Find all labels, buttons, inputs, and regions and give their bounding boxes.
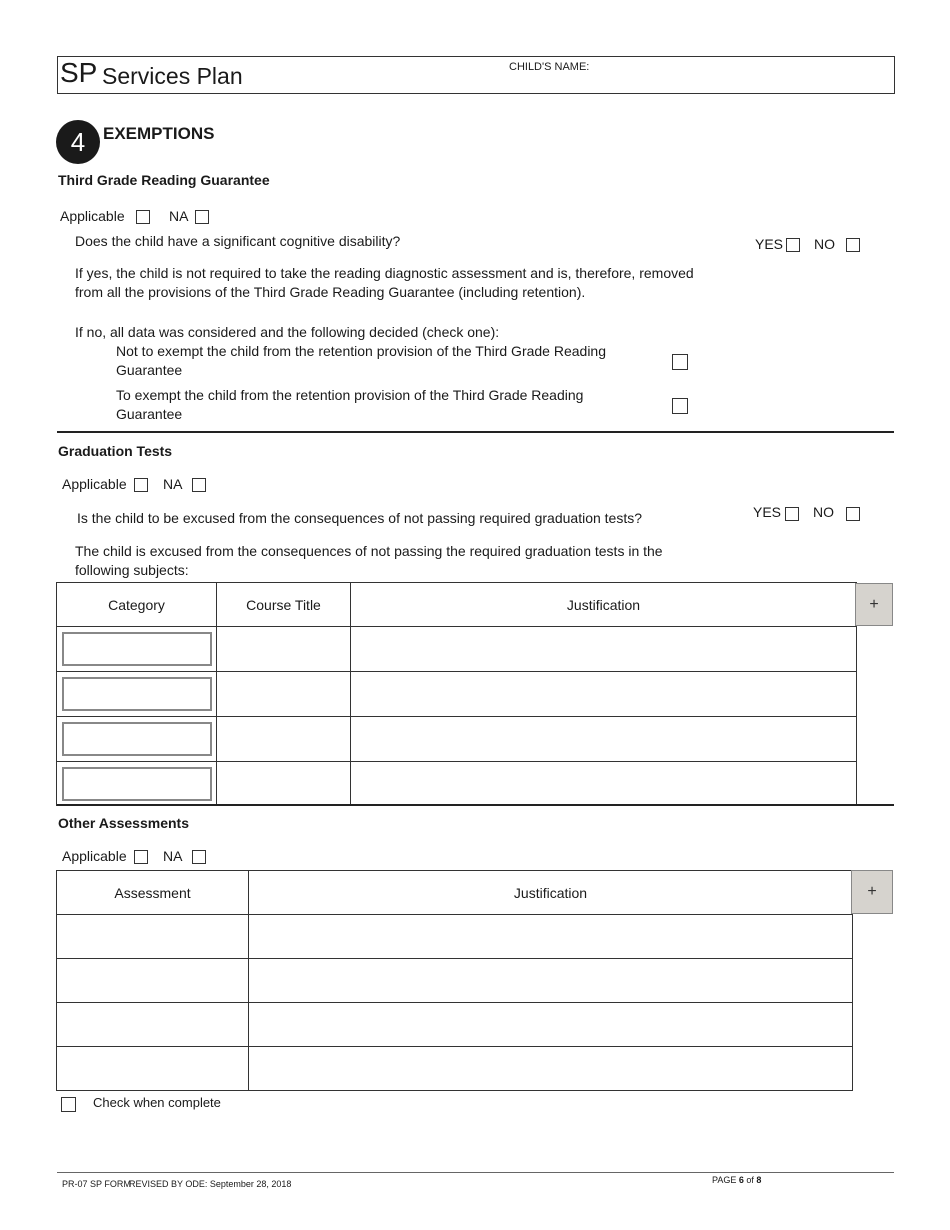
table-row	[57, 1003, 853, 1047]
graduation-applicable-label: Applicable	[62, 476, 127, 492]
footer-rule	[57, 1172, 894, 1173]
graduation-heading: Graduation Tests	[58, 443, 173, 459]
assessment-cell[interactable]	[57, 915, 249, 959]
graduation-na-label: NA	[163, 476, 183, 492]
form-title: Services Plan	[102, 63, 243, 89]
third-grade-if-yes-line1: If yes, the child is not required to take the reading diagnostic assessment and is, therefore, removed	[75, 265, 694, 281]
option-not-exempt-line1: Not to exempt the child from the retention provision of the Third Grade Reading	[116, 343, 607, 359]
justification-cell[interactable]	[351, 672, 857, 717]
other-na-label: NA	[163, 848, 183, 864]
graduation-excused-line2: following subjects:	[75, 562, 189, 578]
table-row	[57, 717, 857, 762]
third-grade-applicable-checkbox[interactable]	[136, 210, 150, 224]
third-grade-no-label: NO	[814, 236, 835, 252]
third-grade-na-checkbox[interactable]	[195, 210, 209, 224]
category-select[interactable]	[62, 632, 212, 666]
course-title-cell[interactable]	[217, 762, 351, 806]
graduation-no-label: NO	[813, 504, 834, 520]
assessment-cell[interactable]	[57, 1003, 249, 1047]
graduation-yes-checkbox[interactable]	[785, 507, 799, 521]
other-add-row-button[interactable]: +	[851, 870, 893, 914]
justification-cell[interactable]	[351, 627, 857, 672]
graduation-table-header	[57, 583, 857, 627]
table-row	[57, 627, 857, 672]
option-exempt-line2: Guarantee	[116, 406, 183, 422]
justification-cell[interactable]	[249, 959, 853, 1003]
footer-form-id: PR-07 SP FORM	[62, 1179, 131, 1189]
section-title: EXEMPTIONS	[103, 124, 215, 143]
category-select[interactable]	[62, 677, 212, 711]
justification-cell[interactable]	[249, 1047, 853, 1091]
other-assessments-table	[56, 870, 853, 1091]
table-row	[57, 762, 857, 806]
third-grade-na-label: NA	[169, 208, 189, 224]
section-divider	[57, 431, 894, 433]
form-code: SP	[60, 57, 98, 88]
course-title-cell[interactable]	[217, 627, 351, 672]
other-applicable-checkbox[interactable]	[134, 850, 148, 864]
option-not-exempt-line2: Guarantee	[116, 362, 183, 378]
option-exempt-checkbox[interactable]	[672, 398, 688, 414]
assessment-cell[interactable]	[57, 1047, 249, 1091]
third-grade-question: Does the child have a significant cognitive disability?	[75, 233, 401, 249]
column-header-justification: Justification	[249, 871, 853, 915]
complete-label: Check when complete	[93, 1095, 221, 1110]
option-not-exempt-checkbox[interactable]	[672, 354, 688, 370]
table-row	[57, 959, 853, 1003]
table-row	[57, 1047, 853, 1091]
graduation-applicable-checkbox[interactable]	[134, 478, 148, 492]
other-na-checkbox[interactable]	[192, 850, 206, 864]
category-select[interactable]	[62, 722, 212, 756]
graduation-question: Is the child to be excused from the consequences of not passing required graduation tests?	[77, 510, 643, 526]
justification-cell[interactable]	[351, 717, 857, 762]
header-box	[57, 56, 895, 94]
third-grade-no-checkbox[interactable]	[846, 238, 860, 252]
column-header-justification: Justification	[351, 583, 857, 627]
other-applicable-label: Applicable	[62, 848, 127, 864]
course-title-cell[interactable]	[217, 717, 351, 762]
section-divider	[57, 804, 894, 806]
graduation-no-checkbox[interactable]	[846, 507, 860, 521]
graduation-yes-label: YES	[753, 504, 782, 520]
child-name-label: CHILD'S NAME:	[509, 61, 590, 73]
justification-cell[interactable]	[249, 915, 853, 959]
child-name-field[interactable]	[598, 59, 888, 91]
third-grade-yes-label: YES	[755, 236, 784, 252]
justification-cell[interactable]	[249, 1003, 853, 1047]
third-grade-yes-checkbox[interactable]	[786, 238, 800, 252]
page-number: PAGE 6 of 8	[712, 1175, 762, 1185]
option-exempt-line1: To exempt the child from the retention provision of the Third Grade Reading	[116, 387, 584, 403]
complete-checkbox[interactable]	[61, 1097, 76, 1112]
table-row	[57, 915, 853, 959]
section-number-badge: 4	[56, 120, 100, 164]
graduation-excused-line1: The child is excused from the consequences of not passing the required graduation tests in the	[75, 543, 663, 559]
third-grade-if-no: If no, all data was considered and the following decided (check one):	[75, 324, 500, 340]
footer-revised: REVISED BY ODE: September 28, 2018	[129, 1179, 292, 1189]
third-grade-applicable-label: Applicable	[60, 208, 125, 224]
other-heading: Other Assessments	[58, 815, 189, 831]
other-table-header	[57, 871, 853, 915]
course-title-cell[interactable]	[217, 672, 351, 717]
third-grade-heading: Third Grade Reading Guarantee	[58, 172, 270, 188]
column-header-category: Category	[57, 583, 217, 627]
assessment-cell[interactable]	[57, 959, 249, 1003]
graduation-table	[56, 582, 857, 806]
category-select[interactable]	[62, 767, 212, 801]
column-header-assessment: Assessment	[57, 871, 249, 915]
graduation-na-checkbox[interactable]	[192, 478, 206, 492]
table-row	[57, 672, 857, 717]
third-grade-if-yes-line2: from all the provisions of the Third Grade Reading Guarantee (including retention).	[75, 284, 586, 300]
graduation-add-row-button[interactable]: +	[855, 583, 893, 626]
justification-cell[interactable]	[351, 762, 857, 806]
column-header-course-title: Course Title	[217, 583, 351, 627]
